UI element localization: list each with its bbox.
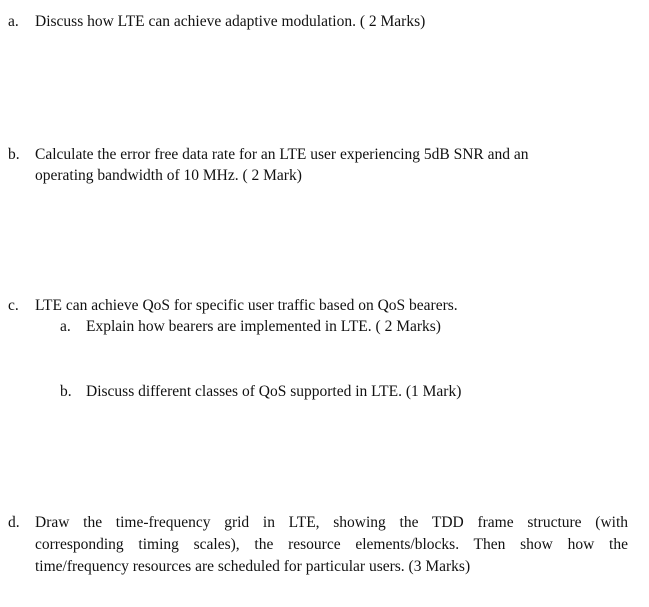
question-d bbox=[8, 512, 633, 578]
question-b-marker: b. bbox=[8, 146, 20, 163]
question-c-sub-a bbox=[60, 316, 620, 338]
question-c-sub-b bbox=[60, 381, 620, 403]
question-a-text: Discuss how LTE can achieve adaptive modulation. ( 2 Marks) bbox=[35, 13, 426, 30]
question-c bbox=[8, 295, 628, 405]
question-b-line-2: operating bandwidth of 10 MHz. ( 2 Mark) bbox=[35, 167, 302, 184]
question-c-sub-a-marker: a. bbox=[60, 318, 71, 335]
question-d-body bbox=[35, 512, 628, 578]
question-a-marker: a. bbox=[8, 13, 19, 30]
question-c-marker: c. bbox=[8, 297, 19, 314]
question-d-line-1: Draw the time-frequency grid in LTE, showing the TDD frame structure (with bbox=[35, 514, 628, 531]
question-d-line-3: time/frequency resources are scheduled for particular users. (3 Marks) bbox=[35, 558, 471, 575]
question-b-line-1: Calculate the error free data rate for an LTE user experiencing 5dB SNR and an bbox=[35, 146, 529, 163]
question-c-sub-b-text: Discuss different classes of QoS supported in LTE. (1 Mark) bbox=[86, 383, 462, 400]
question-c-text: LTE can achieve QoS for specific user traffic based on QoS bearers. bbox=[35, 297, 458, 314]
question-c-sub-b-marker: b. bbox=[60, 383, 72, 400]
question-c-sub-a-text: Explain how bearers are implemented in LTE. ( 2 Marks) bbox=[86, 318, 441, 335]
question-d-marker: d. bbox=[8, 514, 20, 531]
question-d-line-2: corresponding timing scales), the resource elements/blocks. Then show how the bbox=[35, 536, 628, 553]
question-a bbox=[8, 11, 628, 33]
question-b bbox=[8, 144, 628, 188]
